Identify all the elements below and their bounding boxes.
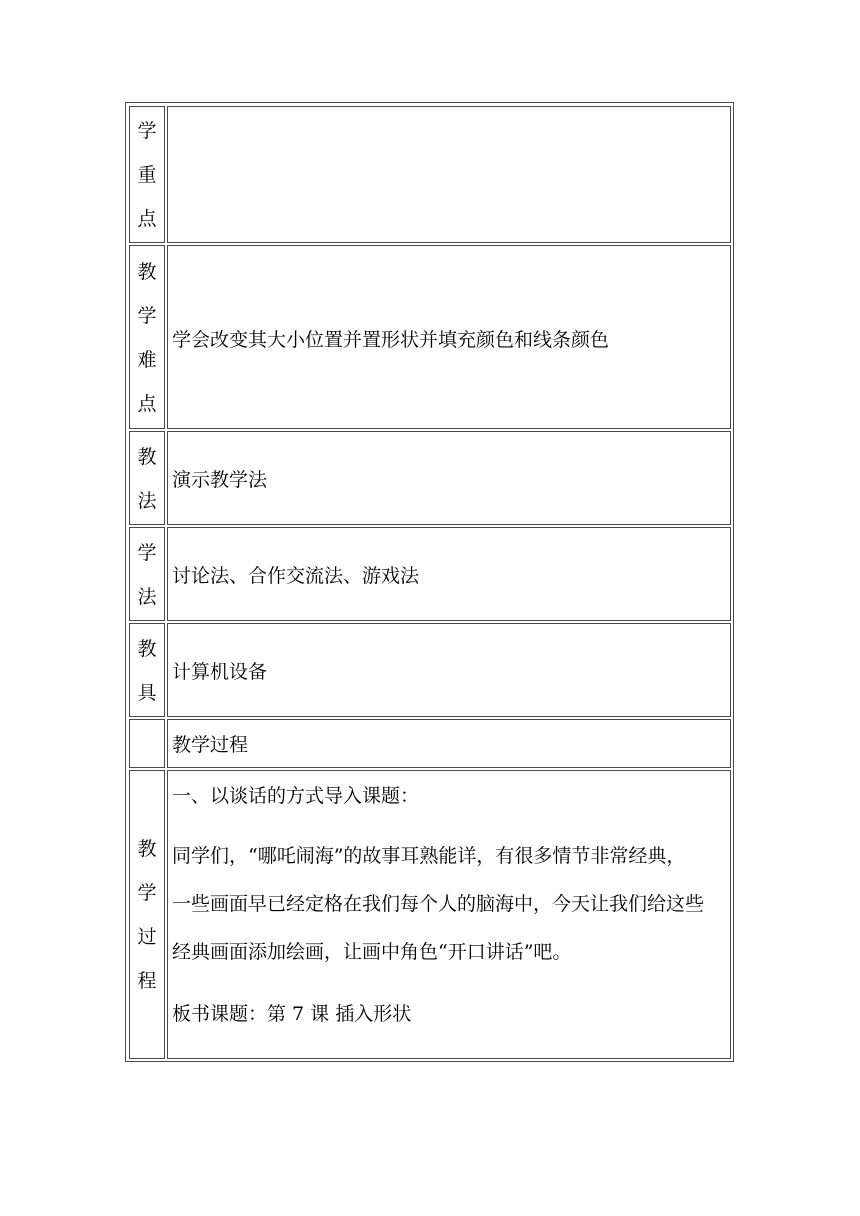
row-process-label	[130, 827, 164, 1003]
row-teaching-tools-content-cell	[167, 623, 731, 717]
row-difficulties-label-cell	[129, 245, 165, 429]
row-teaching-method-content: 演示教学法	[172, 469, 268, 491]
process-paragraph-line: 一些画面早已经定格在我们每个人的脑海中，今天让我们给这些	[172, 893, 705, 915]
process-intro: 一、以谈话的方式导入课题：	[172, 785, 420, 807]
row-process-header-content: 教学过程	[172, 734, 249, 756]
row-difficulties-content-cell	[167, 245, 731, 429]
label-char: 法	[137, 586, 157, 608]
row-key-points-label-cell	[129, 106, 165, 243]
row-learning-method-label	[130, 531, 164, 619]
row-key-points-label	[130, 109, 164, 241]
label-char: 过	[137, 926, 157, 948]
label-char: 点	[137, 208, 157, 230]
label-char: 教	[137, 261, 157, 283]
row-learning-method-content-cell	[167, 527, 731, 621]
row-teaching-method-content-cell	[167, 431, 731, 525]
row-teaching-tools-content: 计算机设备	[172, 661, 268, 683]
label-char: 学	[137, 542, 157, 564]
row-process-label-cell	[129, 770, 165, 1059]
label-char: 点	[137, 393, 157, 415]
label-char: 程	[137, 970, 157, 992]
row-difficulties-label	[130, 250, 164, 426]
label-char: 学	[137, 882, 157, 904]
process-paragraph-line: 同学们，“哪吒闹海”的故事耳熟能详，有很多情节非常经典，	[172, 845, 686, 867]
label-char: 学	[137, 305, 157, 327]
row-teaching-tools-label	[130, 627, 164, 715]
label-char: 教	[137, 638, 157, 660]
process-board-title: 板书课题：第 7 课 插入形状	[172, 1003, 412, 1025]
process-paragraph-line: 经典画面添加绘画，让画中角色“开口讲话”吧。	[172, 941, 572, 963]
row-learning-method-label-cell	[129, 527, 165, 621]
label-char: 学	[137, 120, 157, 142]
label-char: 重	[137, 164, 157, 186]
label-char: 教	[137, 446, 157, 468]
label-char: 教	[137, 838, 157, 860]
row-difficulties-content: 学会改变其大小位置并置形状并填充颜色和线条颜色	[172, 329, 610, 351]
label-char: 难	[137, 349, 157, 371]
row-teaching-method-label	[130, 435, 164, 523]
row-learning-method-content: 讨论法、合作交流法、游戏法	[172, 565, 420, 587]
row-process-header-label-cell	[129, 719, 165, 768]
row-key-points-content-cell	[167, 106, 731, 243]
row-process-header-content-cell	[167, 719, 731, 768]
label-char: 具	[137, 682, 157, 704]
row-process-content-cell	[167, 770, 731, 1059]
row-teaching-method-label-cell	[129, 431, 165, 525]
row-teaching-tools-label-cell	[129, 623, 165, 717]
label-char: 法	[137, 490, 157, 512]
